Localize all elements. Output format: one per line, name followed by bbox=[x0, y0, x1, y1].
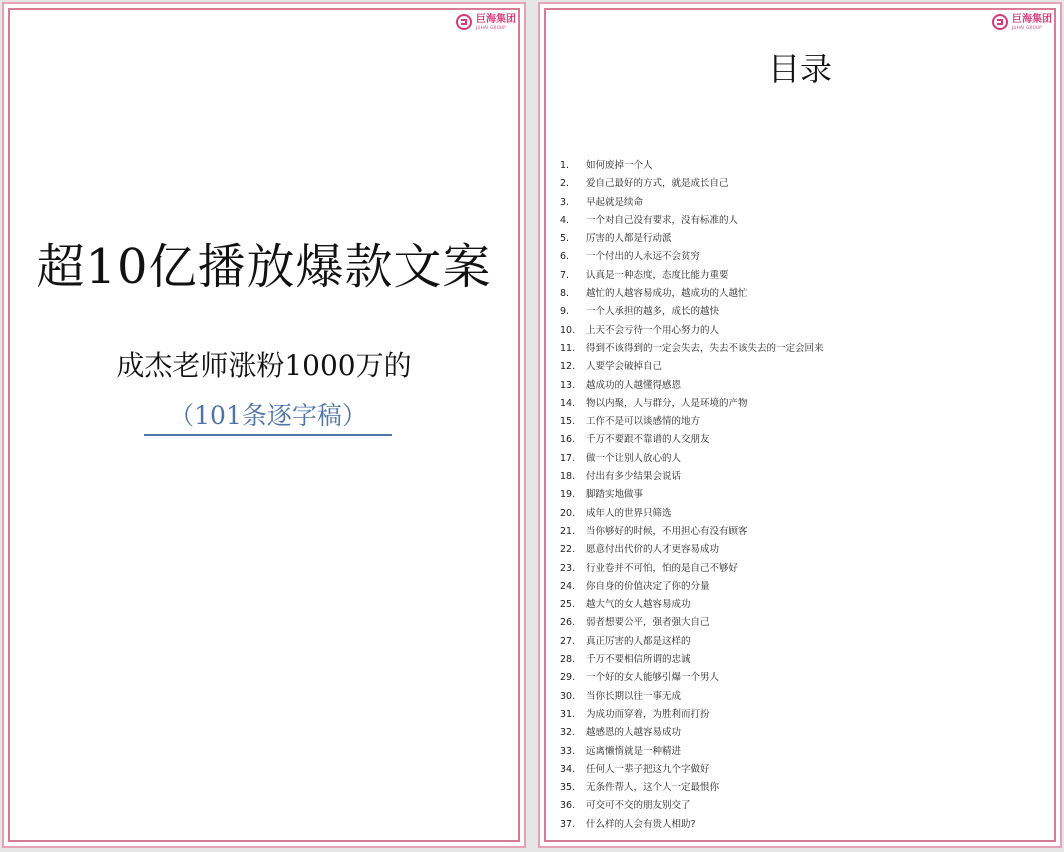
toc-item-text: 爱自己最好的方式，就是成长自己 bbox=[586, 178, 729, 190]
toc-page bbox=[538, 2, 1062, 848]
toc-item[interactable] bbox=[560, 230, 824, 248]
logo-name: 巨海集团 bbox=[1012, 13, 1052, 25]
toc-item-number: 7. bbox=[560, 269, 570, 281]
toc-item-number: 36. bbox=[560, 800, 576, 812]
toc-item-text: 远离懒惰就是一种精进 bbox=[586, 745, 682, 757]
cover-subtitle: 成杰老师涨粉1000万的 bbox=[116, 349, 412, 382]
toc-item-text: 千万不要跟不靠谱的人交朋友 bbox=[586, 434, 710, 446]
toc-item-text: 越忙的人越容易成功，越成功的人越忙 bbox=[586, 288, 748, 300]
toc-item-text: 脚踏实地做事 bbox=[586, 489, 644, 501]
toc-item[interactable] bbox=[560, 358, 824, 376]
toc-item-number: 35. bbox=[560, 782, 576, 794]
toc-item-text: 任何人一辈子把这九个字做好 bbox=[586, 763, 710, 775]
toc-item-number: 6. bbox=[560, 251, 570, 263]
toc-item[interactable] bbox=[560, 468, 824, 486]
toc-item-text: 越成功的人越懂得感恩 bbox=[586, 379, 682, 391]
toc-item[interactable] bbox=[560, 322, 824, 340]
toc-item-text: 一个好的女人能够引爆一个男人 bbox=[586, 672, 720, 684]
toc-item-text: 愿意付出代价的人才更容易成功 bbox=[586, 544, 720, 556]
toc-item-text: 如何废掉一个人 bbox=[586, 160, 653, 171]
toc-item-number: 9. bbox=[560, 306, 570, 318]
toc-item-text: 无条件帮人，这个人一定最恨你 bbox=[586, 782, 720, 794]
toc-item-number: 25. bbox=[560, 599, 576, 611]
toc-item-text: 当你够好的时候，不用担心有没有顾客 bbox=[586, 525, 748, 537]
toc-item-text: 得到不该得到的一定会失去，失去不该失去的一定会回来 bbox=[586, 342, 824, 354]
toc-item[interactable] bbox=[560, 212, 824, 230]
logo-en-name: JUHAI GROUP bbox=[476, 24, 506, 30]
toc-item[interactable] bbox=[560, 377, 824, 395]
toc-item-number: 10. bbox=[560, 324, 576, 336]
toc-item-text: 你自身的价值决定了你的分量 bbox=[586, 580, 710, 592]
toc-item[interactable] bbox=[560, 560, 824, 578]
toc-item[interactable] bbox=[560, 175, 824, 193]
toc-item-text: 当你长期以往一事无成 bbox=[586, 690, 682, 702]
toc-item[interactable] bbox=[560, 303, 824, 321]
toc-item[interactable] bbox=[560, 614, 824, 632]
toc-item-number: 20. bbox=[560, 507, 576, 519]
toc-item-number: 4. bbox=[560, 214, 570, 226]
toc-item-number: 37. bbox=[560, 818, 576, 830]
toc-item[interactable] bbox=[560, 285, 824, 303]
toc-item-number: 18. bbox=[560, 471, 576, 483]
toc-item[interactable] bbox=[560, 157, 824, 175]
toc-item[interactable] bbox=[560, 706, 824, 724]
logo-en-name: JUHAI GROUP bbox=[1012, 24, 1042, 30]
toc-item[interactable] bbox=[560, 194, 824, 212]
toc-item-number: 17. bbox=[560, 452, 576, 464]
toc-item[interactable] bbox=[560, 541, 824, 559]
toc-item-text: 人要学会破掉自己 bbox=[586, 361, 663, 373]
toc-item-text: 为成功而穿着，为胜利而打扮 bbox=[586, 708, 710, 720]
toc-item-number: 26. bbox=[560, 617, 576, 629]
toc-item[interactable] bbox=[560, 340, 824, 358]
toc-item[interactable] bbox=[560, 523, 824, 541]
cover-page bbox=[2, 2, 526, 848]
toc-item-text: 真正厉害的人都是这样的 bbox=[586, 635, 691, 647]
toc-item-text: 早起就是续命 bbox=[586, 196, 644, 208]
toc-item-number: 12. bbox=[560, 361, 576, 373]
toc-item-text: 千万不要相信所谓的忠诚 bbox=[586, 654, 691, 666]
toc-item-number: 30. bbox=[560, 690, 576, 702]
toc-item[interactable] bbox=[560, 395, 824, 413]
toc-item[interactable] bbox=[560, 486, 824, 504]
toc-item-number: 22. bbox=[560, 544, 576, 556]
toc-item[interactable] bbox=[560, 724, 824, 742]
toc-item-number: 28. bbox=[560, 654, 576, 666]
toc-item-number: 27. bbox=[560, 635, 576, 647]
toc-item-text: 行业卷并不可怕，怕的是自己不够好 bbox=[586, 562, 739, 574]
toc-item[interactable] bbox=[560, 413, 824, 431]
toc-item-text: 弱者想要公平，强者强大自己 bbox=[586, 617, 710, 629]
toc-item-number: 29. bbox=[560, 672, 576, 684]
logo-icon bbox=[992, 14, 1008, 30]
toc-list bbox=[560, 157, 824, 834]
toc-title: 目录 bbox=[767, 50, 832, 88]
toc-item[interactable] bbox=[560, 431, 824, 449]
toc-item-text: 成年人的世界只筛选 bbox=[586, 507, 672, 519]
toc-item-text: 物以内聚，人与群分，人是环境的产物 bbox=[586, 397, 748, 409]
toc-item-text: 什么样的人会有贵人相助? bbox=[586, 818, 696, 830]
toc-item[interactable] bbox=[560, 779, 824, 797]
toc-item-number: 8. bbox=[560, 288, 570, 300]
company-logo bbox=[456, 14, 516, 30]
logo-name: 巨海集团 bbox=[476, 13, 516, 25]
toc-item-number: 33. bbox=[560, 745, 576, 757]
toc-item-number: 13. bbox=[560, 379, 576, 391]
toc-item-number: 14. bbox=[560, 397, 576, 409]
toc-item-number: 34. bbox=[560, 763, 576, 775]
toc-item-text: 可交可不交的朋友别交了 bbox=[586, 800, 691, 812]
toc-item[interactable] bbox=[560, 816, 824, 834]
toc-item-text: 厉害的人都是行动派 bbox=[586, 233, 672, 245]
toc-item[interactable] bbox=[560, 505, 824, 523]
toc-item-text: 上天不会亏待一个用心努力的人 bbox=[586, 324, 720, 336]
toc-item-number: 2. bbox=[560, 178, 570, 190]
toc-item-text: 一个人承担的越多，成长的越快 bbox=[586, 306, 720, 318]
toc-item-number: 24. bbox=[560, 580, 576, 592]
toc-item[interactable] bbox=[560, 450, 824, 468]
toc-item[interactable] bbox=[560, 248, 824, 266]
toc-item-text: 越感恩的人越容易成功 bbox=[586, 727, 682, 739]
toc-item[interactable] bbox=[560, 688, 824, 706]
toc-item-number: 19. bbox=[560, 489, 576, 501]
toc-item[interactable] bbox=[560, 596, 824, 614]
toc-item-number: 11. bbox=[560, 342, 576, 354]
toc-item[interactable] bbox=[560, 797, 824, 815]
toc-item-text: 一个付出的人永远不会贫穷 bbox=[586, 251, 701, 263]
cover-title: 超10亿播放爆款文案 bbox=[36, 239, 492, 295]
toc-item[interactable] bbox=[560, 267, 824, 285]
cover-link[interactable]: （101条逐字稿） bbox=[144, 396, 392, 436]
toc-item-text: 越大气的女人越容易成功 bbox=[586, 599, 691, 611]
logo-icon bbox=[456, 14, 472, 30]
toc-item-number: 1. bbox=[560, 160, 570, 171]
toc-item-number: 21. bbox=[560, 525, 576, 537]
toc-item[interactable] bbox=[560, 761, 824, 779]
toc-item-number: 3. bbox=[560, 196, 570, 208]
toc-item-number: 32. bbox=[560, 727, 576, 739]
toc-item-text: 工作不是可以谈感情的地方 bbox=[586, 416, 701, 428]
toc-item-text: 认真是一种态度，态度比能力重要 bbox=[586, 269, 729, 281]
toc-item[interactable] bbox=[560, 743, 824, 761]
toc-item-text: 付出有多少结果会说话 bbox=[586, 471, 682, 483]
toc-item[interactable] bbox=[560, 633, 824, 651]
toc-item[interactable] bbox=[560, 578, 824, 596]
toc-item-number: 16. bbox=[560, 434, 576, 446]
toc-item-number: 23. bbox=[560, 562, 576, 574]
toc-item-text: 做一个让别人放心的人 bbox=[586, 452, 682, 464]
toc-item[interactable] bbox=[560, 651, 824, 669]
toc-item-number: 5. bbox=[560, 233, 570, 245]
toc-item-text: 一个对自己没有要求，没有标准的人 bbox=[586, 214, 739, 226]
toc-item-number: 15. bbox=[560, 416, 576, 428]
toc-item[interactable] bbox=[560, 669, 824, 687]
company-logo bbox=[992, 14, 1052, 30]
toc-item-number: 31. bbox=[560, 708, 576, 720]
